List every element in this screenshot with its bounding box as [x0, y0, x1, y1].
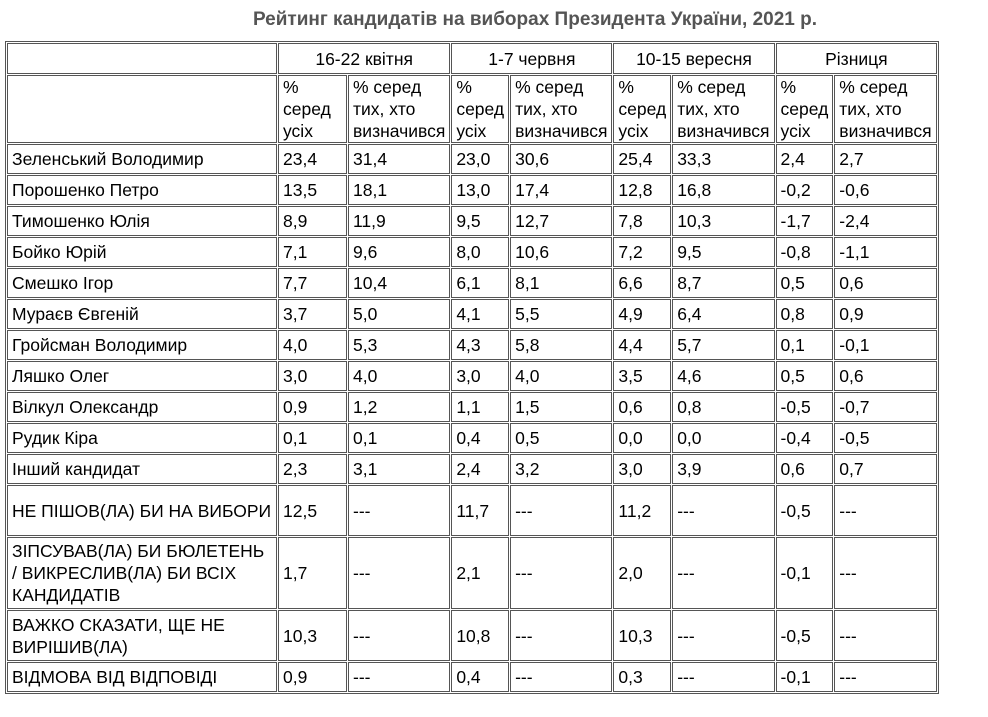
value-cell: 0,7 — [834, 454, 937, 484]
value-cell: 10,8 — [451, 610, 509, 661]
value-cell: 11,9 — [348, 206, 450, 236]
candidate-name-cell: Вілкул Олександр — [7, 392, 277, 422]
value-cell: 9,5 — [672, 237, 774, 267]
table-row — [7, 299, 937, 329]
value-cell: 0,9 — [278, 392, 347, 422]
value-cell: 3,1 — [348, 454, 450, 484]
candidate-name-cell: НЕ ПІШОВ(ЛА) БИ НА ВИБОРИ — [7, 485, 277, 536]
candidate-name-cell: ВІДМОВА ВІД ВІДПОВІДІ — [7, 662, 277, 692]
value-cell: 7,8 — [613, 206, 671, 236]
value-cell: 0,6 — [834, 361, 937, 391]
value-cell: --- — [672, 537, 774, 609]
subheader-decided: % серед тих, хто визначився — [510, 75, 612, 143]
value-cell: 0,0 — [613, 423, 671, 453]
value-cell: 10,3 — [613, 610, 671, 661]
table-row — [7, 610, 937, 661]
value-cell: -0,5 — [776, 392, 834, 422]
candidate-name-cell: Ляшко Олег — [7, 361, 277, 391]
value-cell: 8,0 — [451, 237, 509, 267]
value-cell: 2,7 — [834, 144, 937, 174]
candidate-name-cell: Зеленський Володимир — [7, 144, 277, 174]
value-cell: 3,7 — [278, 299, 347, 329]
value-cell: 11,2 — [613, 485, 671, 536]
subheader-decided: % серед тих, хто визначився — [834, 75, 937, 143]
value-cell: 0,1 — [776, 330, 834, 360]
value-cell: 8,9 — [278, 206, 347, 236]
candidate-name-cell: Мураєв Євгеній — [7, 299, 277, 329]
value-cell: -0,5 — [776, 610, 834, 661]
value-cell: 0,3 — [613, 662, 671, 692]
corner-cell — [7, 75, 277, 143]
value-cell: 8,7 — [672, 268, 774, 298]
value-cell: -0,1 — [776, 537, 834, 609]
value-cell: 0,9 — [834, 299, 937, 329]
table-row — [7, 485, 937, 536]
candidate-name-cell: ВАЖКО СКАЗАТИ, ЩЕ НЕ ВИРІШИВ(ЛА) — [7, 610, 277, 661]
value-cell: -1,7 — [776, 206, 834, 236]
value-cell: -0,5 — [834, 423, 937, 453]
value-cell: --- — [348, 537, 450, 609]
value-cell: 10,3 — [278, 610, 347, 661]
value-cell: --- — [510, 610, 612, 661]
value-cell: 30,6 — [510, 144, 612, 174]
value-cell: --- — [510, 662, 612, 692]
period-header: Різниця — [776, 43, 938, 74]
value-cell: 18,1 — [348, 175, 450, 205]
value-cell: 0,8 — [776, 299, 834, 329]
subheader-row — [7, 75, 937, 143]
value-cell: 5,7 — [672, 330, 774, 360]
value-cell: --- — [348, 662, 450, 692]
value-cell: 33,3 — [672, 144, 774, 174]
value-cell: 4,1 — [451, 299, 509, 329]
candidate-name-cell: Інший кандидат — [7, 454, 277, 484]
value-cell: 3,0 — [613, 454, 671, 484]
value-cell: 1,5 — [510, 392, 612, 422]
table-row — [7, 361, 937, 391]
ratings-table — [5, 41, 939, 694]
value-cell: 12,7 — [510, 206, 612, 236]
value-cell: 2,1 — [451, 537, 509, 609]
value-cell: 6,1 — [451, 268, 509, 298]
candidate-name-cell: Тимошенко Юлія — [7, 206, 277, 236]
value-cell: 13,0 — [451, 175, 509, 205]
value-cell: 0,1 — [348, 423, 450, 453]
value-cell: 5,5 — [510, 299, 612, 329]
value-cell: -0,7 — [834, 392, 937, 422]
period-header: 10-15 вересня — [613, 43, 774, 74]
value-cell: 2,4 — [776, 144, 834, 174]
subheader-all: % серед усіх — [278, 75, 347, 143]
value-cell: 16,8 — [672, 175, 774, 205]
value-cell: 0,8 — [672, 392, 774, 422]
value-cell: 0,1 — [278, 423, 347, 453]
value-cell: 4,9 — [613, 299, 671, 329]
value-cell: 3,0 — [278, 361, 347, 391]
value-cell: 23,0 — [451, 144, 509, 174]
value-cell: 7,7 — [278, 268, 347, 298]
value-cell: 6,6 — [613, 268, 671, 298]
value-cell: 4,0 — [510, 361, 612, 391]
page-title: Рейтинг кандидатів на виборах Президента України, 2021 р. — [252, 9, 818, 30]
value-cell: --- — [834, 537, 937, 609]
value-cell: -0,1 — [834, 330, 937, 360]
value-cell: 9,6 — [348, 237, 450, 267]
subheader-all: % серед усіх — [776, 75, 834, 143]
value-cell: 3,0 — [451, 361, 509, 391]
value-cell: 1,1 — [451, 392, 509, 422]
value-cell: 0,6 — [834, 268, 937, 298]
value-cell: --- — [834, 662, 937, 692]
value-cell: -2,4 — [834, 206, 937, 236]
candidate-name-cell: Рудик Кіра — [7, 423, 277, 453]
value-cell: 5,8 — [510, 330, 612, 360]
value-cell: 3,2 — [510, 454, 612, 484]
period-header-row — [7, 43, 937, 74]
value-cell: 10,3 — [672, 206, 774, 236]
candidate-name-cell: ЗІПСУВАВ(ЛА) БИ БЮЛЕТЕНЬ / ВИКРЕСЛИВ(ЛА) БИ ВСІХ КАНДИДАТІВ — [7, 537, 277, 609]
value-cell: --- — [834, 610, 937, 661]
value-cell: --- — [672, 662, 774, 692]
value-cell: 0,5 — [510, 423, 612, 453]
value-cell: 3,5 — [613, 361, 671, 391]
value-cell: --- — [348, 610, 450, 661]
value-cell: -0,5 — [776, 485, 834, 536]
value-cell: --- — [348, 485, 450, 536]
subheader-all: % серед усіх — [613, 75, 671, 143]
value-cell: --- — [834, 485, 937, 536]
value-cell: -0,4 — [776, 423, 834, 453]
value-cell: -0,8 — [776, 237, 834, 267]
value-cell: -0,2 — [776, 175, 834, 205]
value-cell: 0,4 — [451, 662, 509, 692]
table-row — [7, 237, 937, 267]
value-cell: -0,1 — [776, 662, 834, 692]
value-cell: --- — [510, 485, 612, 536]
value-cell: 2,3 — [278, 454, 347, 484]
value-cell: 17,4 — [510, 175, 612, 205]
value-cell: 10,6 — [510, 237, 612, 267]
value-cell: 13,5 — [278, 175, 347, 205]
value-cell: 7,2 — [613, 237, 671, 267]
value-cell: 0,5 — [776, 268, 834, 298]
value-cell: 4,0 — [278, 330, 347, 360]
candidate-name-cell: Смешко Ігор — [7, 268, 277, 298]
value-cell: 2,0 — [613, 537, 671, 609]
table-row — [7, 330, 937, 360]
value-cell: 11,7 — [451, 485, 509, 536]
value-cell: 9,5 — [451, 206, 509, 236]
value-cell: 4,3 — [451, 330, 509, 360]
candidate-name-cell: Гройсман Володимир — [7, 330, 277, 360]
value-cell: 23,4 — [278, 144, 347, 174]
value-cell: 12,5 — [278, 485, 347, 536]
value-cell: 0,0 — [672, 423, 774, 453]
value-cell: 4,0 — [348, 361, 450, 391]
value-cell: 10,4 — [348, 268, 450, 298]
value-cell: --- — [672, 610, 774, 661]
value-cell: 31,4 — [348, 144, 450, 174]
value-cell: 7,1 — [278, 237, 347, 267]
corner-cell — [7, 43, 277, 74]
subheader-decided: % серед тих, хто визначився — [672, 75, 774, 143]
value-cell: 1,7 — [278, 537, 347, 609]
value-cell: --- — [510, 537, 612, 609]
value-cell: 4,4 — [613, 330, 671, 360]
value-cell: -1,1 — [834, 237, 937, 267]
value-cell: 3,9 — [672, 454, 774, 484]
period-header: 16-22 квітня — [278, 43, 450, 74]
value-cell: 1,2 — [348, 392, 450, 422]
value-cell: 2,4 — [451, 454, 509, 484]
table-row — [7, 537, 937, 609]
table-row — [7, 423, 937, 453]
table-row — [7, 206, 937, 236]
value-cell: 0,5 — [776, 361, 834, 391]
value-cell: 12,8 — [613, 175, 671, 205]
value-cell: 6,4 — [672, 299, 774, 329]
value-cell: 25,4 — [613, 144, 671, 174]
value-cell: 0,6 — [776, 454, 834, 484]
table-row — [7, 662, 937, 692]
subheader-decided: % серед тих, хто визначився — [348, 75, 450, 143]
table-row — [7, 268, 937, 298]
value-cell: 4,6 — [672, 361, 774, 391]
candidate-name-cell: Порошенко Петро — [7, 175, 277, 205]
value-cell: 0,9 — [278, 662, 347, 692]
value-cell: 5,3 — [348, 330, 450, 360]
value-cell: 0,4 — [451, 423, 509, 453]
value-cell: 0,6 — [613, 392, 671, 422]
subheader-all: % серед усіх — [451, 75, 509, 143]
value-cell: 8,1 — [510, 268, 612, 298]
table-row — [7, 392, 937, 422]
value-cell: 5,0 — [348, 299, 450, 329]
value-cell: --- — [672, 485, 774, 536]
table-row — [7, 175, 937, 205]
period-header: 1-7 червня — [451, 43, 612, 74]
table-row — [7, 144, 937, 174]
value-cell: -0,6 — [834, 175, 937, 205]
candidate-name-cell: Бойко Юрій — [7, 237, 277, 267]
table-row — [7, 454, 937, 484]
